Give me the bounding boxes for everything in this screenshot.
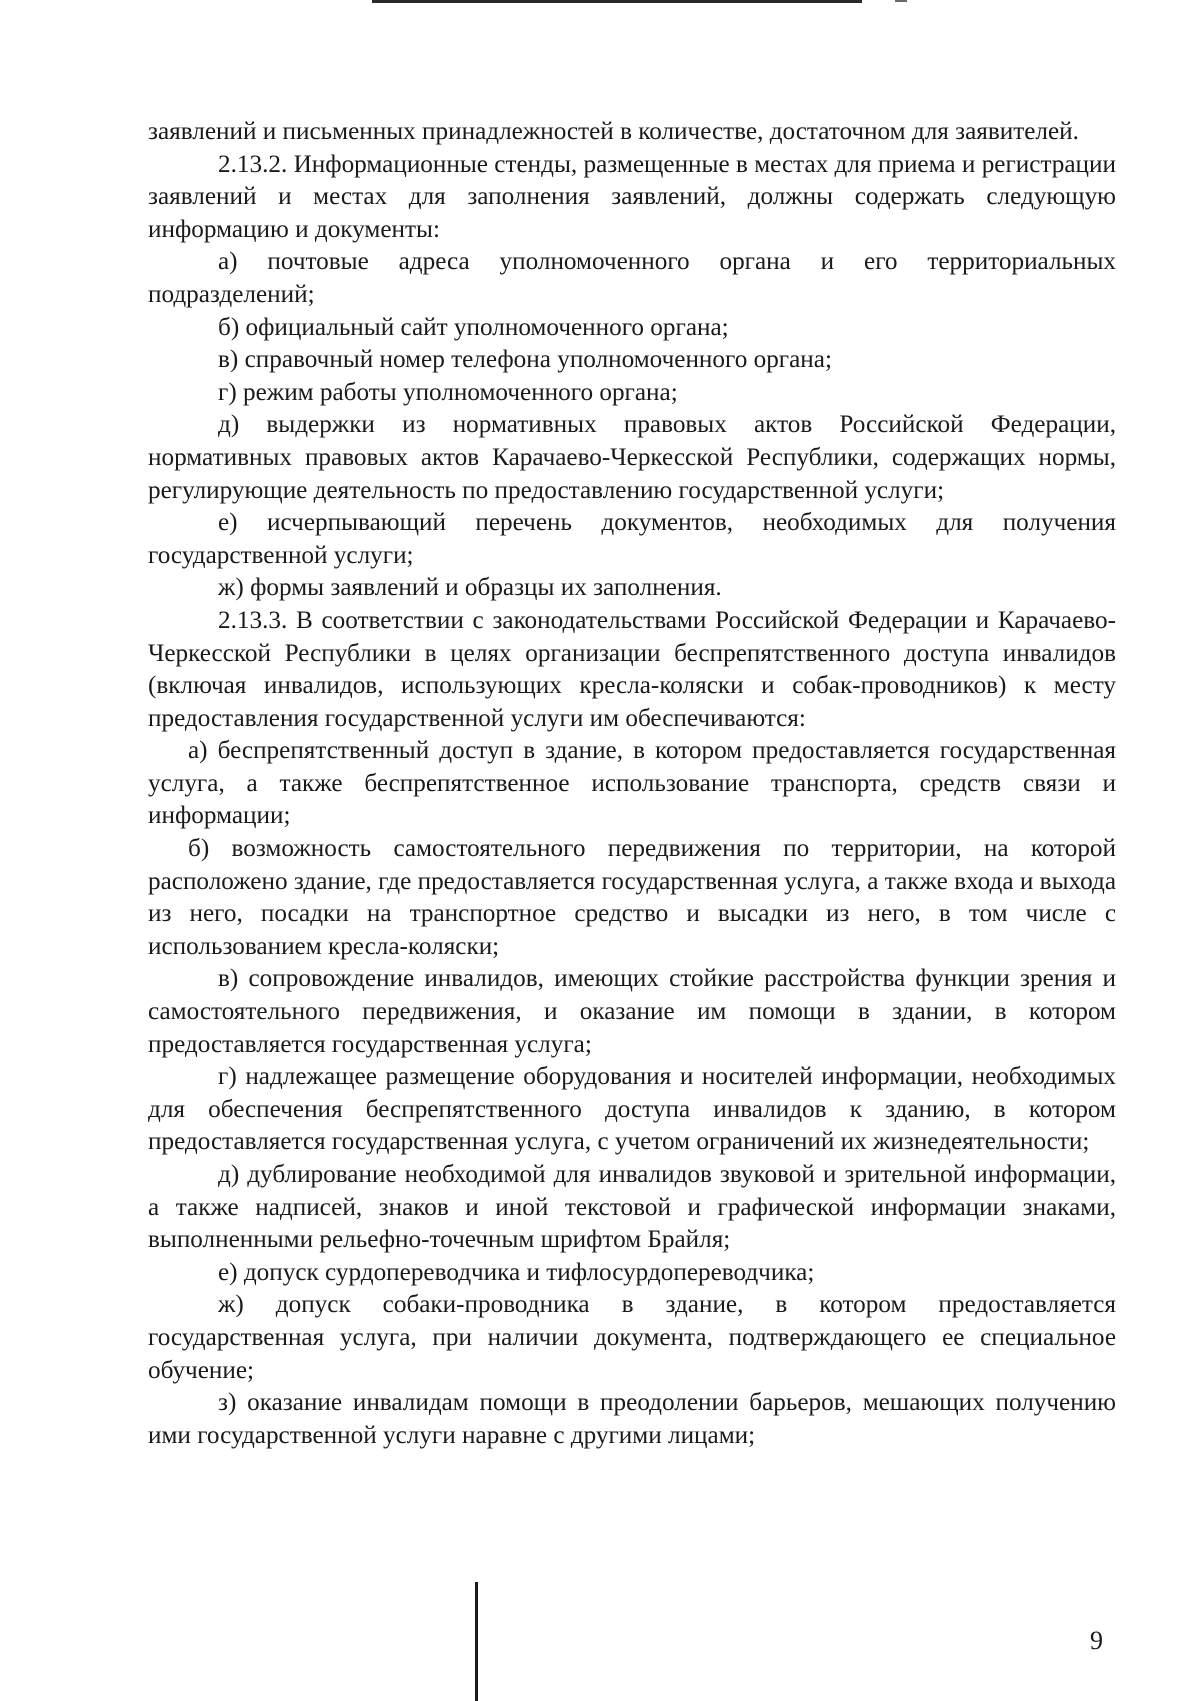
paragraph-2-13-2: 2.13.2. Информационные стенды, размещенные в местах для приема и регистрации заявлений и местах для заполнения заявлений, должны содержать следующую информацию и документы:: [148, 150, 1116, 243]
binding-line: [475, 1582, 478, 1701]
document-body: [148, 116, 1116, 1452]
page-number: 9: [1090, 1626, 1103, 1655]
list-item: д) дублирование необходимой для инвалидов звуковой и зрительной информации, а также надписей, знаков и иной текстовой и графической информации знаками, выполненными рельефно-точечным шрифтом Брайля;: [148, 1161, 1116, 1254]
list-item: в) справочный номер телефона уполномоченного органа;: [218, 346, 832, 374]
list-item: б) официальный сайт уполномоченного органа;: [218, 313, 729, 341]
list-item: з) оказание инвалидам помощи в преодолении барьеров, мешающих получению ими государственной услуги наравне с другими лицами;: [148, 1389, 1116, 1449]
list-item: г) надлежащее размещение оборудования и носителей информации, необходимых для обеспечения беспрепятственного доступа инвалидов к зданию, в котором предоставляется государственная услуга, с учетом ограничений их жизнедеятельности;: [148, 1063, 1116, 1156]
list-item: д) выдержки из нормативных правовых актов Российской Федерации, нормативных правовых актов Карачаево-Черкесской Республики, содержащих нормы, регулирующие деятельность по предоставлению государственной услуги;: [148, 411, 1116, 504]
list-item: г) режим работы уполномоченного органа;: [218, 378, 678, 406]
paragraph-2-13-3: 2.13.3. В соответствии с законодательствами Российской Федерации и Карачаево-Черкесской Республики в целях организации беспрепятственного доступа инвалидов (включая инвалидов, использующих кресла-коляски и собак-проводников) к месту предоставления государственной услуги им обеспечиваются:: [148, 606, 1116, 732]
list-item: е) допуск сурдопереводчика и тифлосурдопереводчика;: [218, 1258, 815, 1286]
top-rule-mark: [895, 0, 907, 2]
list-item: в) сопровождение инвалидов, имеющих стойкие расстройства функции зрения и самостоятельного передвижения, и оказание им помощи в здании, в котором предоставляется государственная услуга;: [148, 965, 1116, 1058]
list-item: ж) допуск собаки-проводника в здание, в котором предоставляется государственная услуга, при наличии документа, подтверждающего ее специальное обучение;: [148, 1291, 1116, 1384]
list-item: а) почтовые адреса уполномоченного органа и его территориальных подразделений;: [148, 248, 1116, 308]
list-item: ж) формы заявлений и образцы их заполнения.: [218, 574, 722, 602]
paragraph: заявлений и письменных принадлежностей в количестве, достаточном для заявителей.: [148, 118, 1079, 145]
list-item: б) возможность самостоятельного передвижения по территории, на которой расположено здание, где предоставляется государственная услуга, а также входа и выхода из него, посадки на транспортное средство и высадки из него, в том числе с использованием кресла-коляски;: [148, 835, 1116, 960]
list-item: е) исчерпывающий перечень документов, необходимых для получения государственной услуги;: [148, 509, 1116, 569]
list-item: а) беспрепятственный доступ в здание, в котором предоставляется государственная услуга, а также беспрепятственное использование транспорта, средств связи и информации;: [148, 737, 1116, 830]
top-rule: [372, 0, 862, 3]
